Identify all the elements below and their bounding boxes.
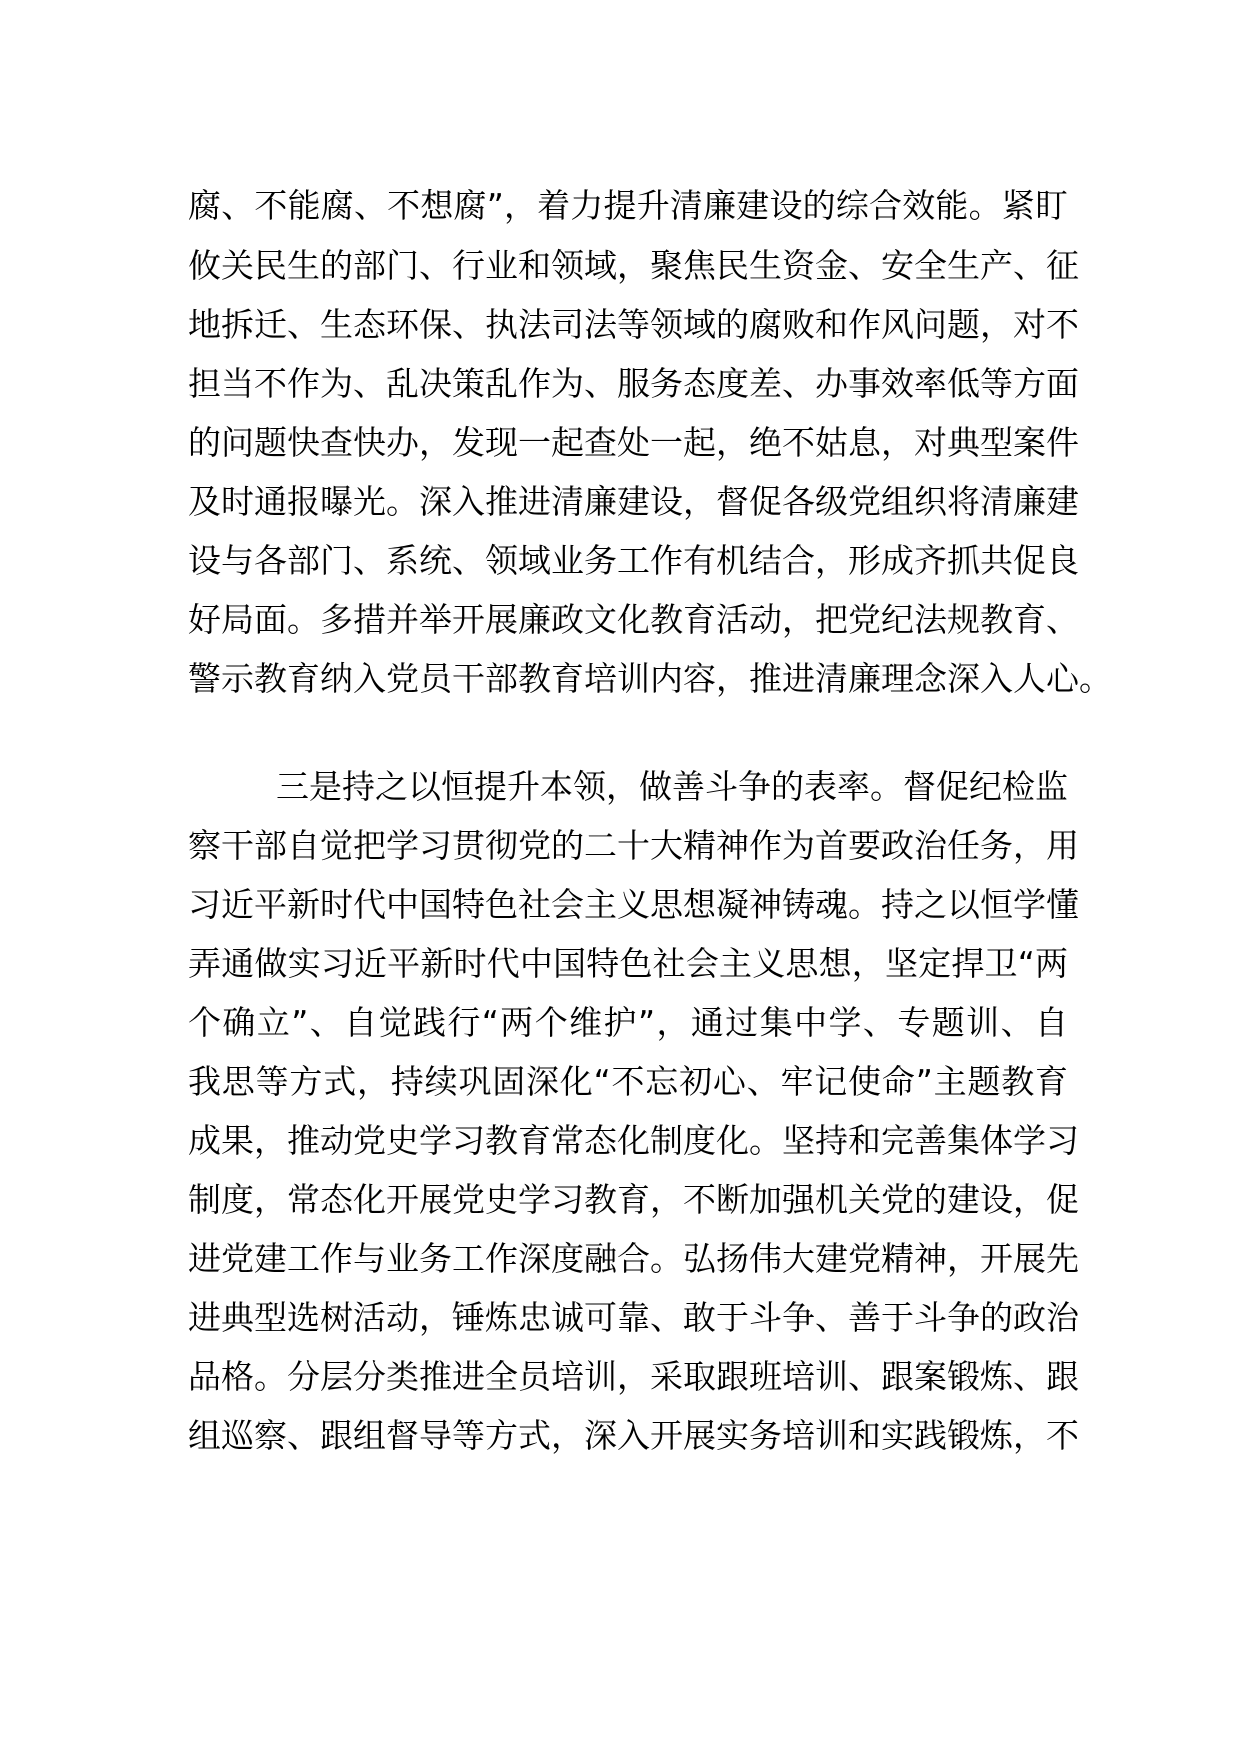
text-line: 担当不作为、乱决策乱作为、服务态度差、办事效率低等方面 bbox=[188, 364, 1079, 403]
text-line: 察干部自觉把学习贯彻党的二十大精神作为首要政治任务，用 bbox=[188, 826, 1079, 865]
text-line: 设与各部门、系统、领域业务工作有机结合，形成齐抓共促良 bbox=[188, 541, 1079, 580]
text-line: 进典型选树活动，锤炼忠诚可靠、敢于斗争、善于斗争的政治 bbox=[188, 1298, 1079, 1337]
text-line: 警示教育纳入党员干部教育培训内容，推进清廉理念深入人心。 bbox=[188, 659, 1112, 698]
text-line: 成果，推动党史学习教育常态化制度化。坚持和完善集体学习 bbox=[188, 1121, 1079, 1160]
text-line: 腐、不能腐、不想腐”，着力提升清廉建设的综合效能。紧盯 bbox=[188, 186, 1068, 225]
text-line: 三是持之以恒提升本领，做善斗争的表率。督促纪检监 bbox=[276, 767, 1068, 806]
text-line: 我思等方式，持续巩固深化“不忘初心、牢记使命”主题教育 bbox=[188, 1062, 1068, 1101]
text-line: 攸关民生的部门、行业和领域，聚焦民生资金、安全生产、征 bbox=[188, 246, 1079, 285]
text-line: 弄通做实习近平新时代中国特色社会主义思想，坚定捍卫“两 bbox=[188, 944, 1068, 983]
text-line: 制度，常态化开展党史学习教育，不断加强机关党的建设，促 bbox=[188, 1180, 1079, 1219]
text-line: 品格。分层分类推进全员培训，采取跟班培训、跟案锻炼、跟 bbox=[188, 1357, 1079, 1396]
text-line: 地拆迁、生态环保、执法司法等领域的腐败和作风问题，对不 bbox=[188, 305, 1079, 344]
text-line: 进党建工作与业务工作深度融合。弘扬伟大建党精神，开展先 bbox=[188, 1239, 1079, 1278]
text-line: 好局面。多措并举开展廉政文化教育活动，把党纪法规教育、 bbox=[188, 600, 1079, 639]
text-line: 个确立”、自觉践行“两个维护”，通过集中学、专题训、自 bbox=[188, 1003, 1068, 1042]
text-line: 组巡察、跟组督导等方式，深入开展实务培训和实践锻炼，不 bbox=[188, 1416, 1079, 1455]
text-line: 的问题快查快办，发现一起查处一起，绝不姑息，对典型案件 bbox=[188, 423, 1079, 462]
text-line: 及时通报曝光。深入推进清廉建设，督促各级党组织将清廉建 bbox=[188, 482, 1079, 521]
text-line: 习近平新时代中国特色社会主义思想凝神铸魂。持之以恒学懂 bbox=[188, 885, 1079, 924]
